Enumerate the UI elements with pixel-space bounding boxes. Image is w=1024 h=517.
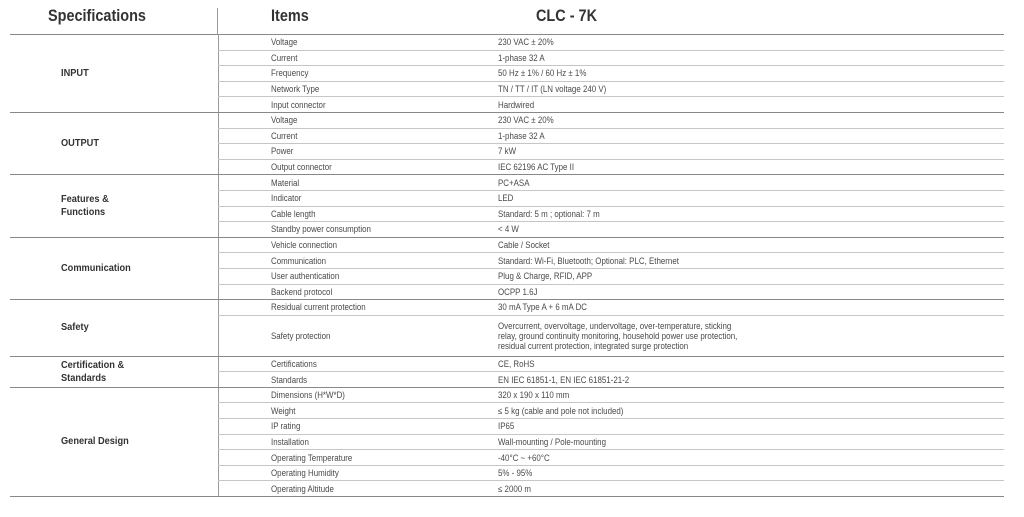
- value-cell: [483, 387, 1004, 403]
- item-label: Power: [270, 146, 293, 157]
- item-label: Voltage: [270, 37, 297, 48]
- value-cell: [483, 159, 1004, 175]
- value-text: ≤ 2000 m: [498, 483, 531, 494]
- item-cell: [218, 66, 483, 82]
- item-label: Voltage: [270, 115, 297, 126]
- section-label: [10, 300, 218, 357]
- value-cell: [483, 144, 1004, 160]
- specifications-header: Specifications: [48, 6, 146, 25]
- value-cell: [483, 97, 1004, 113]
- items-header: Items: [271, 6, 309, 25]
- section-label-text: OUTPUT: [61, 137, 99, 150]
- item-label: Vehicle connection: [270, 240, 337, 251]
- item-label: Installation: [270, 436, 309, 447]
- item-cell: [218, 450, 483, 466]
- item-label: Operating Temperature: [270, 452, 352, 463]
- value-text: 230 VAC ± 20%: [498, 115, 554, 126]
- section-label: [10, 237, 218, 299]
- value-cell: [483, 222, 1004, 238]
- item-cell: [218, 112, 483, 128]
- item-label: Dimensions (H*W*D): [270, 390, 345, 401]
- value-text: -40°C ~ +60°C: [498, 452, 550, 463]
- value-text: EN IEC 61851-1, EN IEC 61851-21-2: [498, 374, 630, 385]
- value-text: Plug & Charge, RFID, APP: [498, 271, 593, 282]
- specifications-table-body: [10, 35, 1004, 497]
- value-cell: [483, 450, 1004, 466]
- item-cell: [218, 387, 483, 403]
- value-text: Wall-mounting / Pole-mounting: [498, 436, 607, 447]
- value-cell: [483, 237, 1004, 253]
- value-text: OCPP 1.6J: [498, 286, 538, 297]
- item-cell: [218, 300, 483, 316]
- value-cell: [483, 300, 1004, 316]
- item-label: Network Type: [270, 84, 319, 95]
- value-text: IEC 62196 AC Type II: [498, 162, 575, 173]
- value-text: Overcurrent, overvoltage, undervoltage, over-temperature, sticking relay, ground continuity monitoring, household power use protection, residual current protection, integrated surge protection: [498, 320, 738, 351]
- value-text: ≤ 5 kg (cable and pole not included): [498, 405, 624, 416]
- value-text: < 4 W: [498, 224, 519, 235]
- value-text: 230 VAC ± 20%: [498, 37, 554, 48]
- value-text: LED: [498, 193, 514, 204]
- item-cell: [218, 128, 483, 144]
- value-cell: [483, 419, 1004, 435]
- item-cell: [218, 97, 483, 113]
- table-row: [10, 387, 1004, 403]
- value-text: 7 kW: [498, 146, 517, 157]
- table-row: [10, 300, 1004, 316]
- item-label: IP rating: [270, 421, 300, 432]
- item-cell: [218, 175, 483, 191]
- specifications-table: [10, 34, 1004, 497]
- item-label: User authentication: [270, 271, 339, 282]
- item-cell: [218, 190, 483, 206]
- section-label: [10, 356, 218, 387]
- item-label: Residual current protection: [270, 302, 366, 313]
- model-header: CLC - 7K: [536, 6, 598, 25]
- section-label-text: Communication: [61, 261, 131, 274]
- table-row: [10, 356, 1004, 372]
- value-cell: [483, 315, 1004, 356]
- item-label: Weight: [270, 405, 296, 416]
- value-text: CE, RoHS: [498, 358, 535, 369]
- section-label-text: Features & Functions: [61, 193, 109, 219]
- value-cell: [483, 403, 1004, 419]
- item-label: Operating Altitude: [270, 483, 334, 494]
- item-cell: [218, 206, 483, 222]
- item-label: Current: [270, 130, 297, 141]
- value-text: Hardwired: [498, 99, 535, 110]
- section-label-text: Safety: [61, 321, 89, 334]
- value-text: IP65: [498, 421, 515, 432]
- value-text: 1-phase 32 A: [498, 130, 545, 141]
- value-cell: [483, 35, 1004, 51]
- section-label-text: INPUT: [61, 66, 89, 79]
- item-cell: [218, 465, 483, 481]
- value-text: TN / TT / IT (LN voltage 240 V): [498, 84, 607, 95]
- item-cell: [218, 35, 483, 51]
- item-cell: [218, 284, 483, 300]
- section-label-text: Certification & Standards: [61, 358, 125, 384]
- section-label-text: General Design: [61, 435, 129, 448]
- value-text: Standard: Wi-Fi, Bluetooth; Optional: PLC, Ethernet: [498, 255, 679, 266]
- value-text: PC+ASA: [498, 177, 530, 188]
- table-row: [10, 237, 1004, 253]
- table-row: [10, 112, 1004, 128]
- section-label: [10, 175, 218, 237]
- value-cell: [483, 66, 1004, 82]
- section-label: [10, 112, 218, 174]
- value-cell: [483, 356, 1004, 372]
- value-cell: [483, 268, 1004, 284]
- value-text: 5% - 95%: [498, 468, 533, 479]
- item-label: Indicator: [270, 193, 301, 204]
- value-text: 320 x 190 x 110 mm: [498, 390, 570, 401]
- item-label: Communication: [270, 255, 326, 266]
- item-cell: [218, 253, 483, 269]
- value-cell: [483, 481, 1004, 497]
- item-cell: [218, 222, 483, 238]
- value-text: Cable / Socket: [498, 240, 550, 251]
- item-cell: [218, 434, 483, 450]
- value-cell: [483, 112, 1004, 128]
- item-cell: [218, 356, 483, 372]
- item-label: Safety protection: [270, 330, 330, 341]
- item-cell: [218, 481, 483, 497]
- value-cell: [483, 175, 1004, 191]
- section-label: [10, 387, 218, 496]
- value-cell: [483, 284, 1004, 300]
- value-cell: [483, 50, 1004, 66]
- item-label: Backend protocol: [270, 286, 332, 297]
- value-cell: [483, 253, 1004, 269]
- value-cell: [483, 372, 1004, 388]
- header-divider: [217, 8, 218, 34]
- value-cell: [483, 190, 1004, 206]
- table-row: [10, 175, 1004, 191]
- value-cell: [483, 465, 1004, 481]
- value-cell: [483, 81, 1004, 97]
- item-label: Certifications: [270, 358, 317, 369]
- value-cell: [483, 434, 1004, 450]
- value-cell: [483, 206, 1004, 222]
- item-cell: [218, 315, 483, 356]
- item-cell: [218, 403, 483, 419]
- value-text: Standard: 5 m ; optional: 7 m: [498, 208, 600, 219]
- item-label: Frequency: [270, 68, 308, 79]
- item-label: Material: [270, 177, 299, 188]
- item-cell: [218, 419, 483, 435]
- item-cell: [218, 144, 483, 160]
- item-cell: [218, 50, 483, 66]
- item-label: Standards: [270, 374, 307, 385]
- table-row: [10, 35, 1004, 51]
- value-text: 30 mA Type A + 6 mA DC: [498, 302, 588, 313]
- item-cell: [218, 81, 483, 97]
- item-cell: [218, 237, 483, 253]
- item-label: Current: [270, 52, 297, 63]
- item-label: Cable length: [270, 208, 315, 219]
- item-label: Input connector: [270, 99, 326, 110]
- value-text: 50 Hz ± 1% / 60 Hz ± 1%: [498, 68, 587, 79]
- value-text: 1-phase 32 A: [498, 52, 545, 63]
- item-label: Standby power consumption: [270, 224, 371, 235]
- item-cell: [218, 268, 483, 284]
- item-cell: [218, 159, 483, 175]
- item-label: Operating Humidity: [270, 468, 339, 479]
- section-label: [10, 35, 218, 113]
- item-label: Output connector: [270, 162, 332, 173]
- value-cell: [483, 128, 1004, 144]
- item-cell: [218, 372, 483, 388]
